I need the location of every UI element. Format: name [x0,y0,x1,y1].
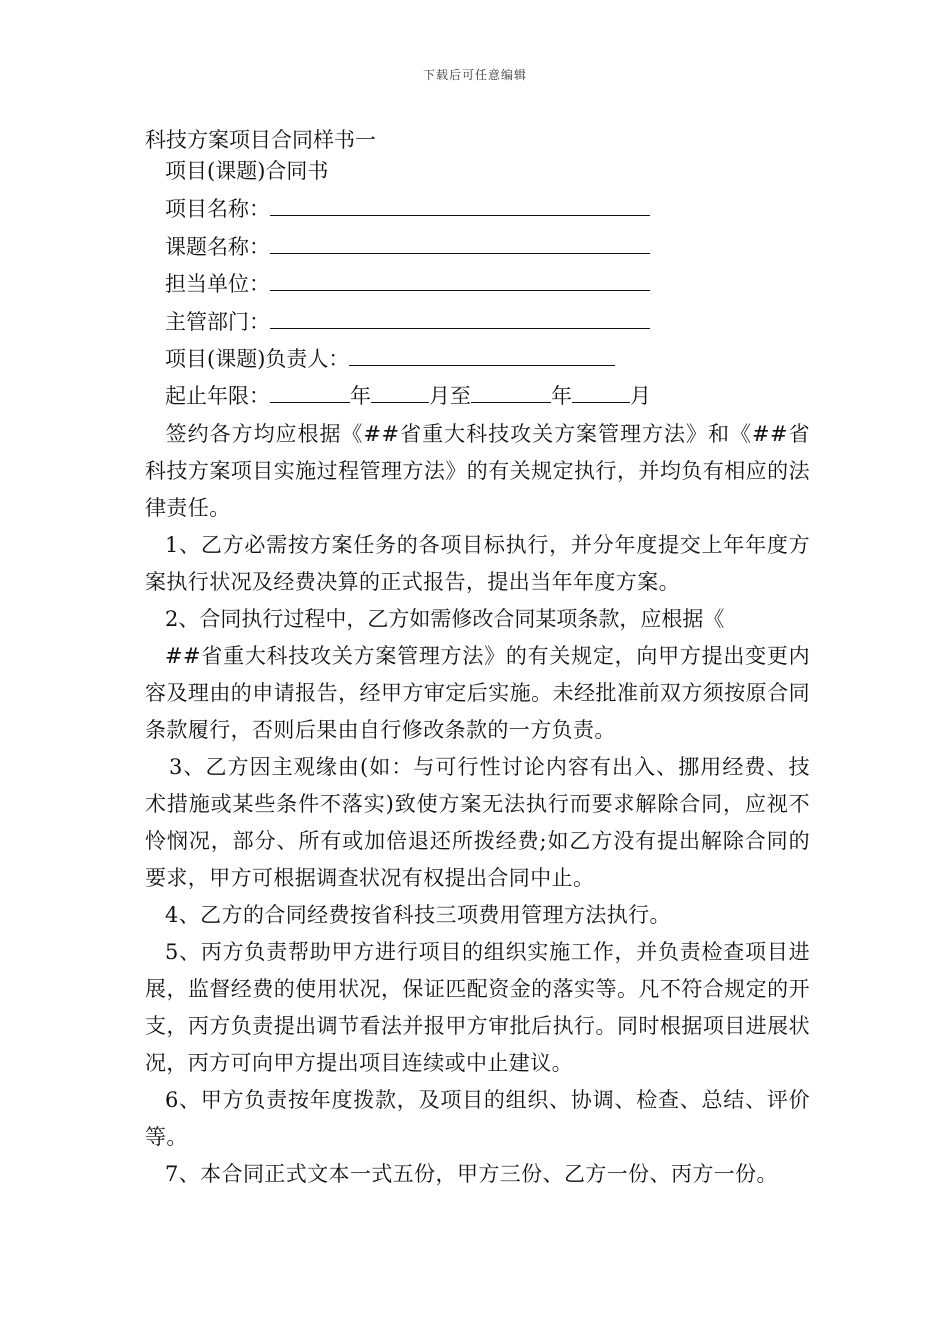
clause-3 [145,749,810,897]
month-label: 月 [630,384,651,408]
project-name-blank[interactable] [270,193,650,216]
year-label: 年 [551,384,572,408]
topic-name-blank[interactable] [270,231,650,254]
clause-2-first-line [145,601,810,638]
field-label: 项目(课题)负责人： [165,347,350,371]
clause-text: 4、乙方的合同经费按省科技三项费用管理方法执行。 [165,903,671,927]
clause-text: 5、丙方负责帮助甲方进行项目的组织实施工作，并负责检查项目进展，监督经费的使用状况，保证匹配资金的落实等。凡不符合规定的开支，丙方负责提出调节看法并报甲方审批后执行。同时根据项目进展状况，丙方可向甲方提出项目连续或中止建议。 [145,940,810,1075]
intro-paragraph [145,416,810,527]
field-label: 主管部门： [165,310,270,334]
clause-text: 7、本合同正式文本一式五份，甲方三份、乙方一份、丙方一份。 [165,1162,778,1186]
start-year-blank[interactable] [270,380,350,403]
project-leader-blank[interactable] [349,343,615,366]
year-label: 年 [350,384,371,408]
clause-1 [145,527,810,601]
clause-4 [145,897,810,934]
clause-text: 2、合同执行过程中，乙方如需修改合同某项条款，应根据《 [165,607,725,631]
field-label: 担当单位： [165,272,270,296]
clause-text: ##省重大科技攻关方案管理方法》的有关规定，向甲方提出变更内容及理由的申请报告，经甲方审定后实施。未经批准前双方须按原合同条款履行，否则后果由自行修改条款的一方负责。 [145,644,810,742]
field-supervising-dept [165,306,650,338]
header-note: 下载后可任意编辑 [422,68,527,82]
end-year-blank[interactable] [471,380,551,403]
clause-text: 6、甲方负责按年度拨款，及项目的组织、协调、检查、总结、评价等。 [145,1088,810,1149]
start-month-blank[interactable] [371,380,429,403]
field-responsible-unit [165,268,650,300]
period-label: 起止年限： [165,384,270,408]
clause-text: 3、乙方因主观缘由(如：与可行性讨论内容有出入、挪用经费、技术措施或某些条件不落实)致使方案无法执行而要求解除合同，应视不怜悯况，部分、所有或加倍退还所拨经费;如乙方没有提出解除合同的要求，甲方可根据调查状况有权提出合同中止。 [145,755,810,890]
field-period [165,380,651,412]
supervising-dept-blank[interactable] [270,306,650,329]
field-label: 课题名称： [165,235,270,259]
responsible-unit-blank[interactable] [270,268,650,291]
end-month-blank[interactable] [572,380,630,403]
document-title: 科技方案项目合同样书一 [145,128,376,152]
month-to-label: 月至 [429,384,471,408]
field-project-name [165,193,650,225]
clause-6 [145,1082,810,1156]
field-label: 项目名称： [165,197,270,221]
clause-2-body [145,638,810,749]
contract-subtitle: 项目(课题)合同书 [165,159,329,183]
clause-5 [145,934,810,1082]
field-project-leader [165,343,615,375]
intro-text: 签约各方均应根据《##省重大科技攻关方案管理方法》和《##省科技方案项目实施过程管理方法》的有关规定执行，并均负有相应的法律责任。 [145,422,810,520]
clause-text: 1、乙方必需按方案任务的各项目标执行，并分年度提交上年年度方案执行状况及经费决算的正式报告，提出当年年度方案。 [145,533,810,594]
clause-7 [145,1156,810,1193]
field-topic-name [165,231,650,263]
